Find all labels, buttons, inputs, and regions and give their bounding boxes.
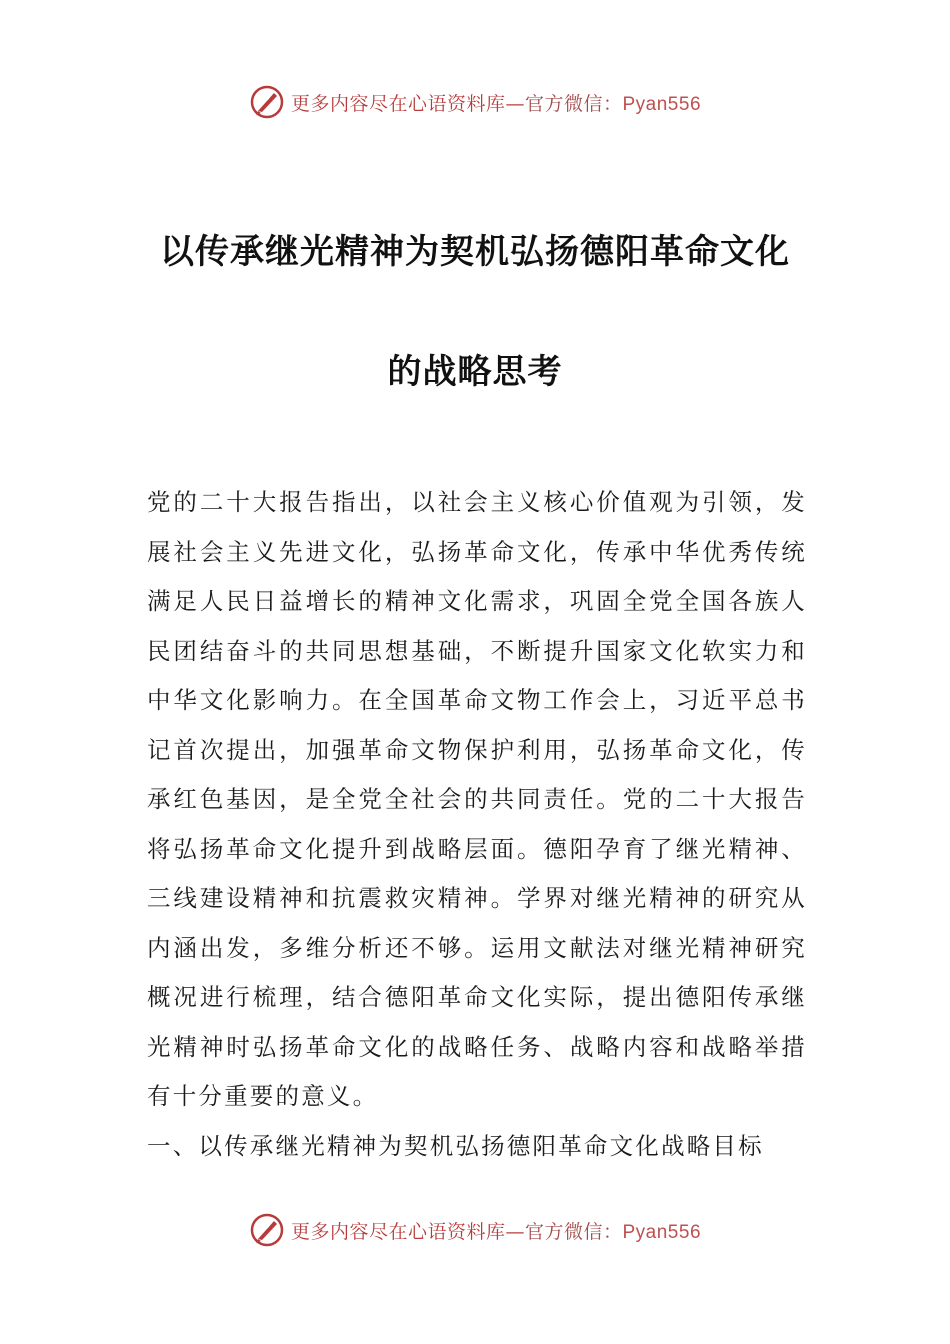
footer-watermark-banner — [0, 1210, 950, 1250]
section-heading: 一、以传承继光精神为契机弘扬德阳革命文化战略目标 — [147, 1131, 764, 1160]
watermark-main: 更多内容尽在心语资料库— — [290, 92, 525, 115]
watermark-main: 更多内容尽在心语资料库— — [290, 1220, 525, 1243]
watermark-wechat-id: Pyan556 — [622, 93, 702, 115]
watermark-wechat-label: 官方微信： — [524, 1220, 623, 1243]
watermark-wechat-label: 官方微信： — [524, 92, 623, 115]
body-paragraph: 党的二十大报告指出，以社会主义核心价值观为引领，发展社会主义先进文化，弘扬革命文化，传承中华优秀传统满足人民日益增长的精神文化需求，巩固全党全国各族人民团结奋斗的共同思想基础，不断提升国家文化软实力和中华文化影响力。在全国革命文物工作会上，习近平总书记首次提出，加强革命文物保护利用，弘扬革命文化，传承红色基因，是全党全社会的共同责任。党的二十大报告将弘扬革命文化提升到战略层面。德阳孕育了继光精神、三线建设精神和抗震救灾精神。学界对继光精神的研究从内涵出发，多维分析还不够。运用文献法对继光精神研究概况进行梳理，结合德阳革命文化实际，提出德阳传承继光精神时弘扬革命文化的战略任务、战略内容和战略举措有十分重要的意义。 — [147, 488, 807, 1110]
document-body — [147, 478, 807, 1171]
watermark-text — [291, 1217, 701, 1244]
header-watermark-banner — [0, 82, 950, 122]
pen-feather-logo-icon — [249, 84, 285, 120]
pen-feather-logo-icon — [249, 1212, 285, 1248]
document-title-line2: 的战略思考 — [387, 352, 563, 392]
watermark-wechat-id: Pyan556 — [622, 1221, 702, 1243]
watermark-text — [291, 89, 701, 116]
document-title-line1: 以传承继光精神为契机弘扬德阳革命文化 — [160, 232, 790, 272]
